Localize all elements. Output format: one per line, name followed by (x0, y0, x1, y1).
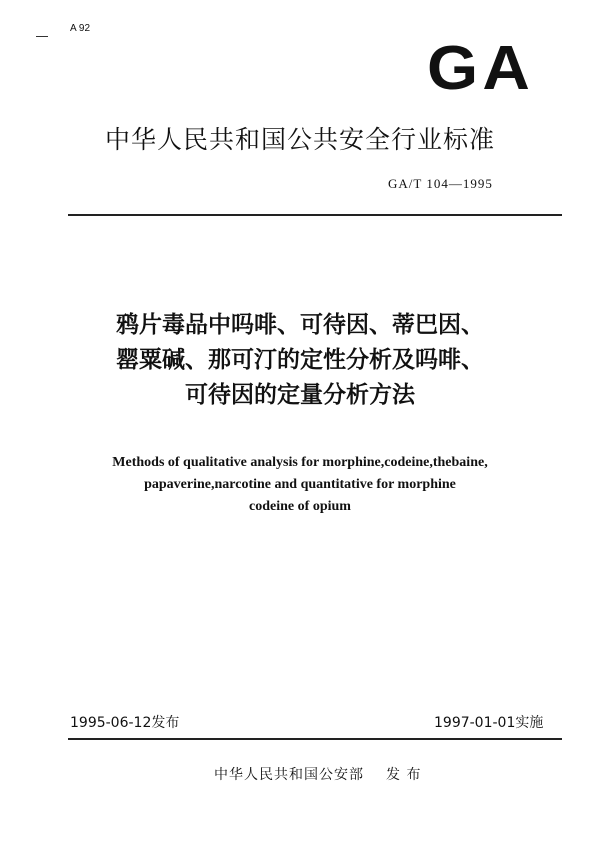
english-title-line: Methods of qualitative analysis for morphine,codeine,thebaine, (112, 455, 488, 470)
english-title (0, 452, 600, 518)
standard-code: GA/T 104—1995 (388, 176, 493, 191)
publication-date: 1995-06-12发布 (70, 715, 180, 731)
publisher-name: 中华人民共和国公安部 (214, 767, 364, 783)
english-title-line: codeine of opium (249, 499, 351, 514)
top-left-mark (36, 36, 48, 37)
bottom-divider (68, 738, 562, 740)
publisher-line (214, 764, 421, 784)
chinese-title-line: 罂粟碱、那可汀的定性分析及吗啡、 (116, 347, 484, 373)
publisher-action: 发 布 (386, 767, 422, 783)
classification-code: A 92 (70, 23, 91, 34)
chinese-title-line: 鸦片毒品中吗啡、可待因、蒂巴因、 (116, 312, 484, 338)
chinese-title-line: 可待因的定量分析方法 (185, 382, 415, 408)
effective-date: 1997-01-01实施 (434, 715, 544, 731)
ga-logo: GA (427, 34, 535, 103)
english-title-line: papaverine,narcotine and quantitative for morphine (144, 477, 456, 492)
standard-title: 中华人民共和国公共安全行业标准 (104, 125, 495, 154)
chinese-title (0, 308, 600, 413)
top-divider (68, 214, 562, 216)
